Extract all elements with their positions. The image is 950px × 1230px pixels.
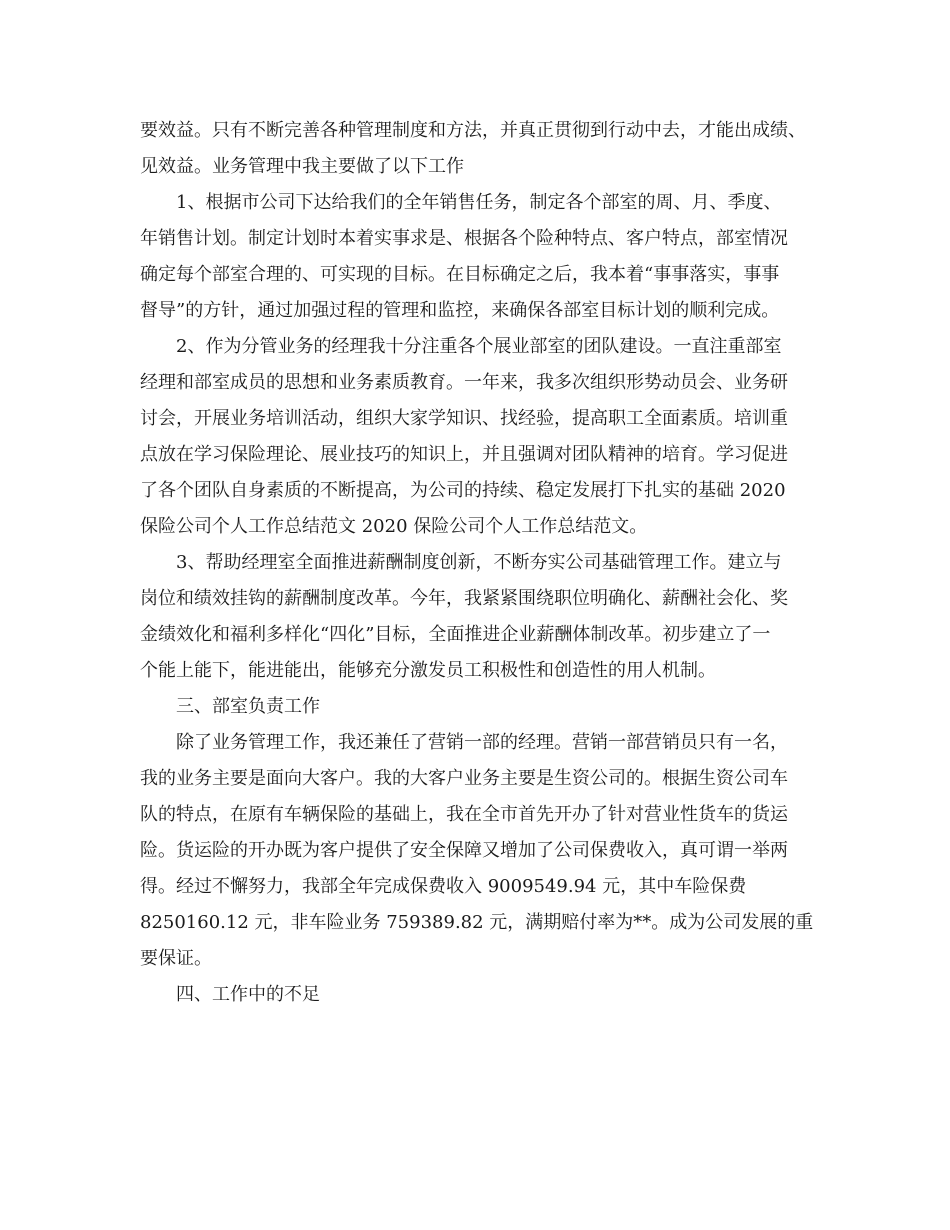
text-line: 3、帮助经理室全面推进薪酬制度创新，不断夯实公司基础管理工作。建立与: [176, 552, 782, 573]
text-line: 要效益。只有不断完善各种管理制度和方法，并真正贯彻到行动中去，才能出成绩、: [140, 120, 806, 141]
text-line: 确定每个部室合理的、可实现的目标。在目标确定之后，我本着“事事落实，事事: [140, 264, 780, 285]
text-line: 得。经过不懈努力，我部全年完成保费收入 9009549.94 元，其中车险保费: [140, 876, 747, 897]
text-line: 点放在学习保险理论、展业技巧的知识上，并且强调对团队精神的培育。学习促进: [140, 444, 788, 465]
text-line: 岗位和绩效挂钩的薪酬制度改革。今年，我紧紧围绕职位明确化、薪酬社会化、奖: [140, 588, 788, 609]
text-line: 保险公司个人工作总结范文 2020 保险公司个人工作总结范文。: [140, 516, 648, 537]
text-line: 年销售计划。制定计划时本着实事求是、根据各个险种特点、客户特点，部室情况: [140, 228, 788, 249]
text-line: 除了业务管理工作，我还兼任了营销一部的经理。营销一部营销员只有一名，: [176, 732, 788, 753]
text-line: 要保证。: [140, 948, 212, 969]
text-line: 讨会，开展业务培训活动，组织大家学知识、找经验，提高职工全面素质。培训重: [140, 408, 788, 429]
text-line: 见效益。业务管理中我主要做了以下工作: [140, 156, 464, 177]
text-line: 个能上能下，能进能出，能够充分激发员工积极性和创造性的用人机制。: [140, 660, 716, 681]
section-heading: 四、工作中的不足: [176, 984, 320, 1005]
text-line: 经理和部室成员的思想和业务素质教育。一年来，我多次组织形势动员会、业务研: [140, 372, 788, 393]
text-line: 8250160.12 元，非车险业务 759389.82 元，满期赔付率为**。成为公司发展的重: [140, 912, 814, 933]
text-line: 队的特点，在原有车辆保险的基础上，我在全市首先开办了针对营业性货车的货运: [140, 804, 788, 825]
text-line: 1、根据市公司下达给我们的全年销售任务，制定各个部室的周、月、季度、: [176, 192, 782, 213]
text-line: 我的业务主要是面向大客户。我的大客户业务主要是生资公司的。根据生资公司车: [140, 768, 788, 789]
section-heading: 三、部室负责工作: [176, 696, 320, 717]
text-line: 金绩效化和福利多样化“四化”目标，全面推进企业薪酬体制改革。初步建立了一: [140, 624, 771, 645]
text-line: 险。货运险的开办既为客户提供了安全保障又增加了公司保费收入，真可谓一举两: [140, 840, 788, 861]
text-line: 督导”的方针，通过加强过程的管理和监控，来确保各部室目标计划的顺利完成。: [140, 300, 780, 321]
text-line: 了各个团队自身素质的不断提高，为公司的持续、稳定发展打下扎实的基础 2020: [140, 480, 786, 501]
text-line: 2、作为分管业务的经理我十分注重各个展业部室的团队建设。一直注重部室: [176, 336, 782, 357]
